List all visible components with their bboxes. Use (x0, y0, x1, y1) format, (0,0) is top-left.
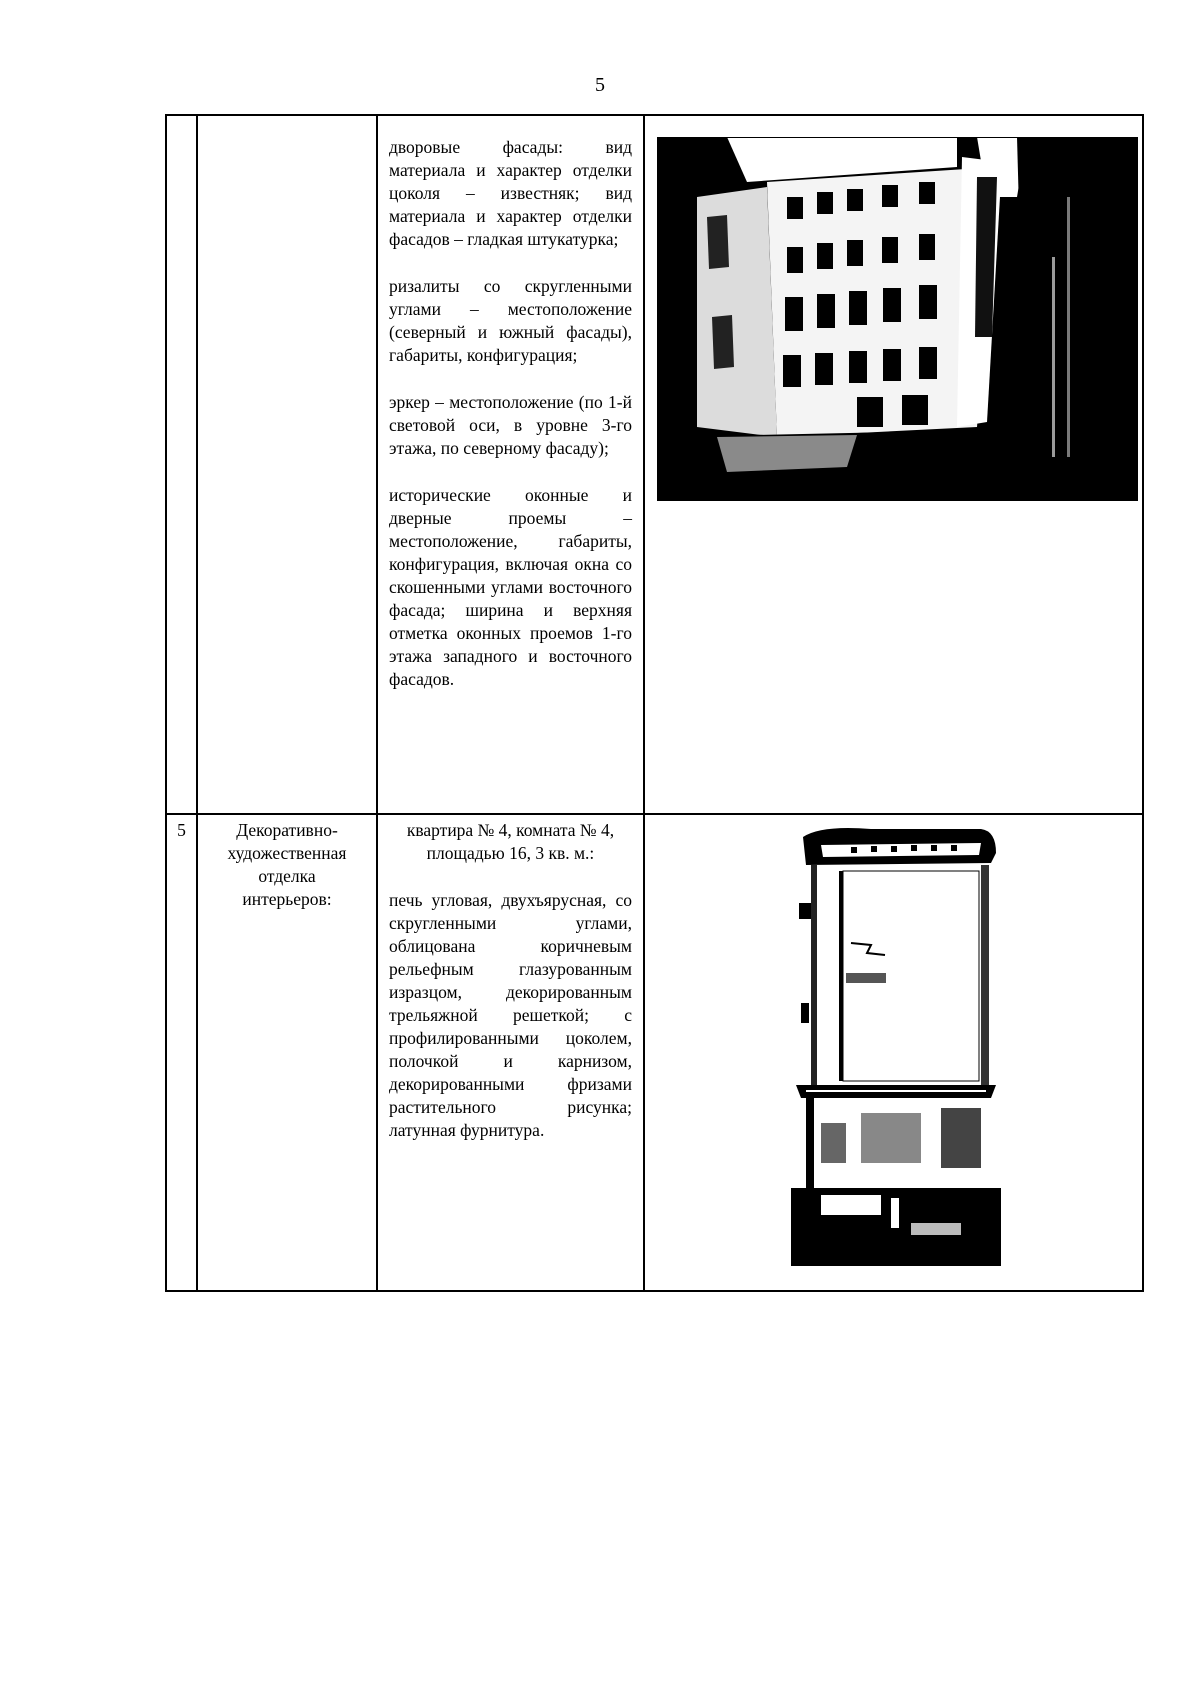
tiled-stove-photo (791, 823, 1001, 1266)
description-paragraph: дворовые фасады: вид материала и характер отделки цоколя – известняк; вид материала и характер отделки фасадов – гладкая штукатурка; (389, 137, 632, 249)
element-name-line: художественная (227, 843, 347, 863)
element-name-line: отделка (258, 866, 316, 886)
table-row (166, 814, 1143, 1291)
description-paragraph: печь угловая, двухъярусная, со скругленными углами, облицована коричневым рельефным глазурованным изразцом, декорированным трельяжной решеткой; с профилированными цоколем, полочкой и карнизом, декорированными фризами растительного рисунка; латунная фурнитура. (389, 890, 632, 1140)
description-cell (377, 814, 644, 1291)
courtyard-facade-photo (657, 137, 1138, 501)
element-name-line: Декоративно- (236, 820, 338, 840)
row-number-cell: 5 (166, 814, 197, 1291)
heritage-elements-table (165, 114, 1144, 1292)
element-name-line: интерьеров: (242, 889, 332, 909)
page-number: 5 (595, 74, 605, 96)
element-name-cell (197, 115, 377, 814)
description-paragraph: квартира № 4, комната № 4, площадью 16, 3 кв. м.: (406, 820, 615, 863)
table-row (166, 115, 1143, 814)
photo-cell (644, 115, 1143, 814)
description-cell (377, 115, 644, 814)
element-name-cell (197, 814, 377, 1291)
description-paragraph: исторические оконные и дверные проемы – местоположение, габариты, конфигурация, включая окна со скошенными углами восточного фасада; ширина и верхняя отметка оконных проемов 1-го этажа западного и восточного фасадов. (389, 485, 632, 689)
description-paragraph: эркер – местоположение (по 1-й световой оси, в уровне 3-го этажа, по северному фасаду); (389, 392, 632, 458)
photo-cell (644, 814, 1143, 1291)
description-paragraph: ризалиты со скругленными углами – местоположение (северный и южный фасады), габариты, конфигурация; (389, 276, 632, 365)
row-number-cell (166, 115, 197, 814)
